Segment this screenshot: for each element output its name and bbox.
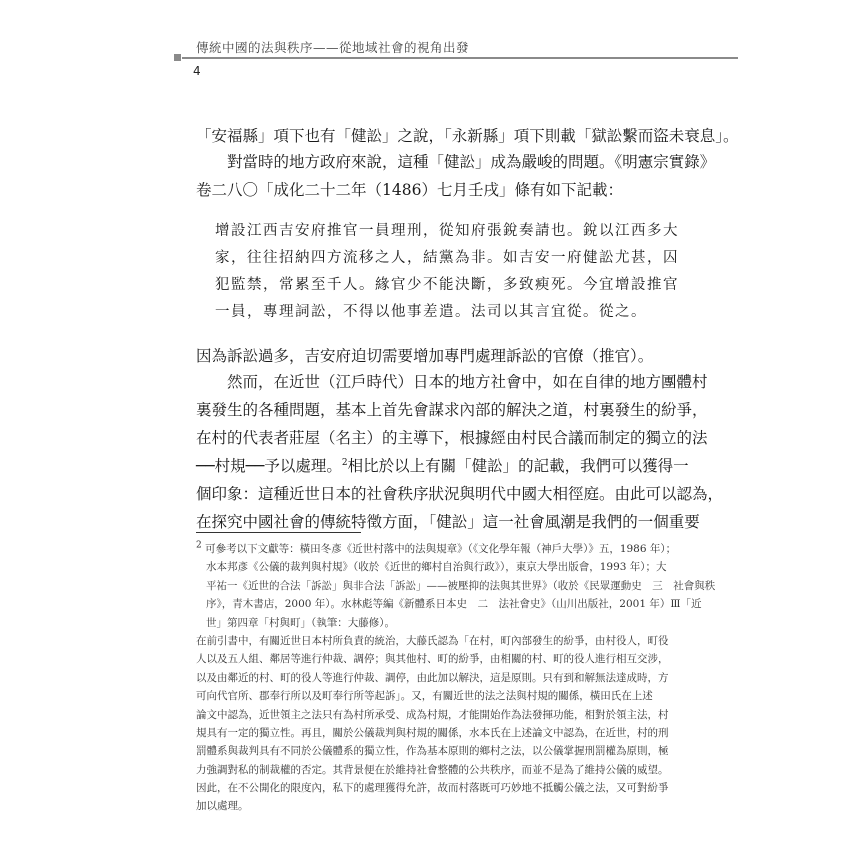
footnote (196, 540, 716, 816)
text-line: 卷二八〇「成化二十二年（1486）七月壬戌」條有如下記載： (196, 181, 623, 199)
header-square-marker (174, 54, 181, 61)
footnote-line: 加以處理。 (196, 800, 249, 813)
footnote-line (196, 540, 680, 558)
footnote-line: 人以及五人組、鄰居等進行仲裁、調停；與其他村、町的紛爭，由相關的村、町的役人進行相互交涉， (196, 653, 669, 666)
quote-line: 家，往往招納四方流移之人，結黨為非。如吉安一府健訟尤甚，囚 (215, 250, 679, 266)
text-line: 然而，在近世（江戶時代）日本的地方社會中，如在自律的地方團體村 (227, 373, 708, 391)
footnote-rule (196, 532, 361, 533)
text-line: 「安福縣」項下也有「健訟」之說，「永新縣」項下則載「獄訟繫而盜未衰息」。 (196, 127, 739, 145)
text-line: 在探究中國社會的傳統特徵方面，「健訟」這一社會風潮是我們的一個重要 (196, 513, 700, 531)
paragraph-3 (196, 342, 680, 370)
footnote-reference[interactable]: 2 (341, 457, 348, 468)
quote-line: 增設江西吉安府推官一員理刑，從知府張銳奏請也。銳以江西多大 (215, 223, 679, 239)
quote-line: 犯監禁，常累至千人。緣官少不能決斷，多致瘐死。今宜增設推官 (215, 277, 679, 293)
footnote-line: 在前引書中，有關近世日本村所負責的統治，大藤氏認為「在村，町內部發生的紛爭，由村役人，町役 (196, 634, 669, 647)
paragraph-2 (196, 148, 716, 204)
running-header: 傳統中國的法與秩序——從地域社會的視角出發 (196, 40, 470, 55)
text-line: 個印象：這種近世日本的社會秩序狀況與明代中國大相徑庭。由此可以認為， (196, 485, 724, 503)
quote-line: 一員，專理詞訟，不得以他事差遣。法司以其言宜從。從之。 (215, 304, 647, 320)
footnote-line: 規具有一定的獨立性。再且，關於公儀裁判與村規的關係，水本氏在上述論文中認為，在近世，村的刑 (196, 726, 669, 739)
footnote-line: 因此，在不公開化的限度內，私下的處理獲得允許，故而村落既可巧妙地不抵觸公儀之法，又可對紛爭 (196, 782, 669, 795)
footnote-number: 2 (196, 540, 202, 551)
text-line: 在村的代表者莊屋（名主）的主導下，根據經由村民合議而制定的獨立的法 (196, 429, 708, 447)
block-quote (215, 218, 679, 326)
paragraph-4 (196, 368, 724, 536)
footnote-line: 水本邦彥《公儀的裁判與村規》（收於《近世的鄉村自治與行政》），東京大學出版會，1993 年）；大 (206, 561, 667, 574)
paragraph-1 (196, 122, 739, 150)
page-number: 4 (193, 64, 201, 78)
text-line: 因為訴訟過多，吉安府迫切需要增加專門處理訴訟的官僚（推官）。 (196, 347, 654, 365)
footnote-line: 平祐一《近世的合法「訴訟」與非合法「訴訟」——被壓抑的法與其世界》（收於《民眾運動史 三 社會與秩 (206, 579, 716, 592)
footnote-line: 可向代官所、郡奉行所以及町奉行所等起訴」。又，有關近世的法之法與村規的關係，橫田氏在上述 (196, 690, 653, 703)
footnote-line: 序》，青木書店，2000 年）。水林彪等編《新體系日本史 二 法社會史》（山川出版社，2001 年）Ⅲ「近 (206, 598, 702, 611)
header-rule (182, 57, 738, 59)
footnote-line: 罰體系與裁判具有不同於公儀體系的獨立性，作為基本原則的鄉村之法，以公儀掌握刑罰權為原則，極 (196, 745, 669, 758)
footnote-line: 力強調對私的制裁權的否定。其背景便在於維持社會整體的公共秩序，而並不是為了維持公儀的威望。 (196, 763, 669, 776)
footnote-text: 可參考以下文獻等：橫田冬彥《近世村落中的法與規章》（《文化學年報（神戶大學）》五，1986 年）； (205, 543, 677, 555)
text-line-with-footnote (196, 452, 689, 480)
footnote-line: 世」第四章「村與町」（執筆：大藤修）。 (206, 616, 395, 629)
text-segment: ──村規──予以處理。 (196, 457, 342, 475)
text-segment: 相比於以上有關「健訟」的記載，我們可以獲得一 (347, 457, 689, 475)
footnote-line: 論文中認為，近世領主之法只有為村所承受、成為村規，才能開始作為法發揮功能，相對於領主法，村 (196, 708, 669, 721)
text-line: 裏發生的各種問題，基本上首先會謀求內部的解決之道，村裏發生的紛爭， (196, 401, 708, 419)
text-line: 對當時的地方政府來說，這種「健訟」成為嚴峻的問題。《明憲宗實錄》 (227, 153, 716, 171)
footnote-line: 以及由鄰近的村、町的役人等進行仲裁、調停，由此加以解決，這是原則。只有到和解無法達成時，方 (196, 671, 669, 684)
